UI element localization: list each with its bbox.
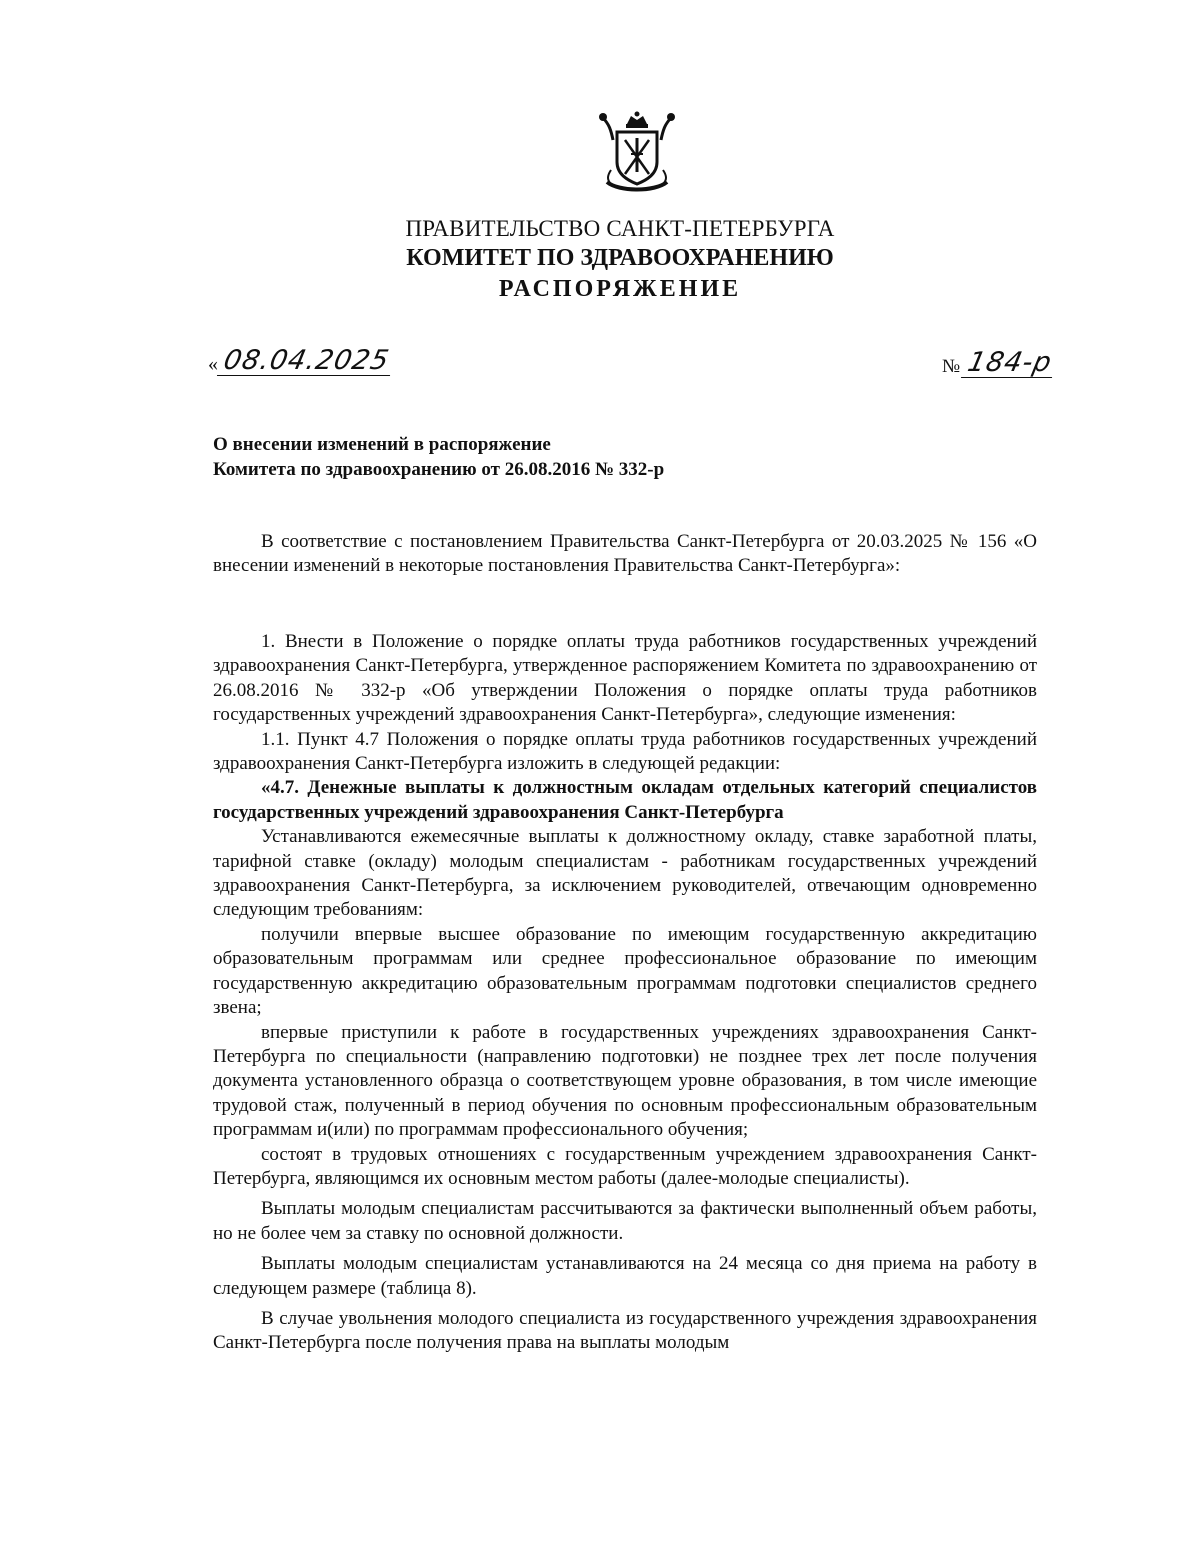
- document-subject: [213, 432, 664, 482]
- document-number: [942, 349, 1056, 378]
- preamble-block: [213, 530, 1037, 579]
- requirement-3: состоят в трудовых отношениях с государственным учреждением здравоохранения Санкт-Петербурга, являющимся их основным местом работы (далее-молодые специалисты).: [213, 1143, 1037, 1189]
- date-quote-mark: «: [208, 353, 218, 375]
- requirement-2: впервые приступили к работе в государственных учреждениях здравоохранения Санкт-Петербурга по специальности (направлению подготовки) не позднее трех лет после получения документа установленного образца о соответствующем уровне образования, в том числе имеющие трудовой стаж, полученный в период обучения по основным профессиональным образовательным программам и(или) по программам профессионального обучения;: [213, 1021, 1037, 1141]
- document-date: [208, 347, 393, 376]
- subject-line-2: Комитета по здравоохранению от 26.08.2016 № 332-р: [213, 459, 665, 480]
- requirement-1: получили впервые высшее образование по имеющим государственную аккредитацию образовательным программам или среднее профессиональное образование по имеющим государственную аккредитацию образовательным программам подготовки специалистов среднего звена;: [213, 923, 1037, 1019]
- document-type-title: РАСПОРЯЖЕНИЕ: [498, 276, 742, 302]
- paragraph-establish: Устанавливаются ежемесячные выплаты к должностному окладу, ставке заработной платы, тарифной ставке (окладу) молодым специалистам - работникам государственных учреждений здравоохранения Санкт-Петербурга, за исключением руководителей, отвечающим одновременно следующим требованиям:: [213, 826, 1037, 921]
- paragraph-1-1: 1.1. Пункт 4.7 Положения о порядке оплаты труда работников государственных учреждений здравоохранения Санкт-Петербурга изложить в следующей редакции:: [213, 728, 1037, 775]
- main-body: [213, 630, 1037, 1356]
- paragraph-term: Выплаты молодым специалистам устанавливаются на 24 месяца со дня приема на работу в следующем размере (таблица 8).: [213, 1253, 1037, 1299]
- committee-title: КОМИТЕТ ПО ЗДРАВООХРАНЕНИЮ: [406, 245, 834, 271]
- paragraph-dismissal: В случае увольнения молодого специалиста из государственного учреждения здравоохранения Санкт-Петербурга после получения права на выплаты молодым: [213, 1307, 1037, 1354]
- paragraph-4-7-title: «4.7. Денежные выплаты к должностным окладам отдельных категорий специалистов государственных учреждений здравоохранения Санкт-Петербурга: [213, 777, 1037, 823]
- number-sign: №: [942, 356, 961, 377]
- government-title: ПРАВИТЕЛЬСТВО САНКТ-ПЕТЕРБУРГА: [405, 216, 835, 241]
- paragraph-calculation: Выплаты молодым специалистам рассчитываются за фактически выполненный объем работы, но не более чем за ставку по основной должности.: [213, 1198, 1037, 1244]
- saint-petersburg-coat-of-arms-icon: [593, 110, 681, 194]
- paragraph-1: 1. Внести в Положение о порядке оплаты труда работников государственных учреждений здравоохранения Санкт-Петербурга, утвержденное распоряжением Комитета по здравоохранению от 26.08.2016 № 332-р «Об утверждении Положения о порядке оплаты труда работников государственных учреждений здравоохранения Санкт-Петербурга», следующие изменения:: [213, 631, 1037, 726]
- subject-line-1: О внесении изменений в распоряжение: [213, 434, 551, 455]
- handwritten-number: 184-р: [961, 349, 1059, 378]
- preamble-paragraph: В соответствие с постановлением Правительства Санкт-Петербурга от 20.03.2025 № 156 «О внесении изменений в некоторые постановления Правительства Санкт-Петербурга»:: [213, 531, 1037, 577]
- handwritten-date: 08.04.2025: [217, 347, 396, 376]
